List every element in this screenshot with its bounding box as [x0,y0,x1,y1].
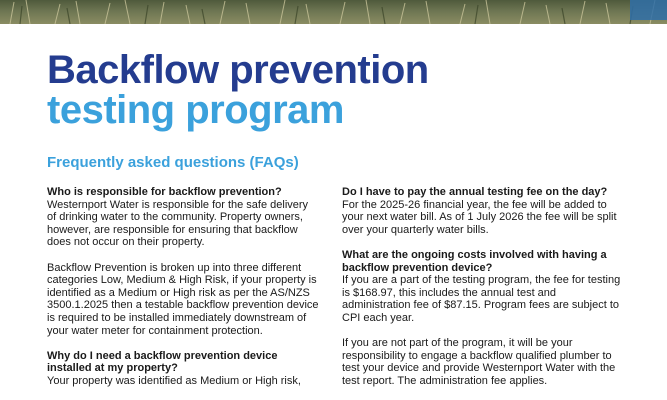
page-subtitle: Frequently asked questions (FAQs) [47,154,299,171]
faq-answer: Backflow Prevention is broken up into three different categories Low, Medium & High Risk, if your property is identified as a Medium or High risk as per the AS/NZS 3500.1.2025 then a testable backflow prevention device is required to be installed immediately downstream of your water meter for containment protection. [47,261,319,337]
faq-answer: Westernport Water is responsible for the safe delivery of drinking water to the community. Property owners, however, are responsible for ensuring that backflow does not occur on their property. [47,198,309,249]
right-column [342,186,624,400]
page-title [47,50,429,130]
faq-answer: Your property was identified as Medium or High risk, [47,374,301,387]
faq-question: Who is responsible for backflow prevention? [47,186,282,198]
faq-answer: If you are a part of the testing program, the fee for testing is $168.97, this includes the annual test and administration fee of $87.15. Program fees are subject to CPI each year. [342,274,621,324]
faq-question: What are the ongoing costs involved with having a backflow prevention device? [342,248,607,274]
title-line-1: Backflow prevention [47,48,429,92]
faq-question: Do I have to pay the annual testing fee on the day? [342,186,608,198]
faq-answer: If you are not part of the program, it will be your responsibility to engage a backflow qualified plumber to test your device and provide Westernport Water with the test report. The administration fee applies. [342,337,616,387]
faq-question: Why do I need a backflow prevention device installed at my property? [47,349,278,375]
title-line-2: testing program [47,88,344,132]
faq-answer: For the 2025-26 financial year, the fee will be added to your next water bill. As of 1 July 2026 the fee will be split over your quarterly water bills. [342,198,617,236]
grass-photo-icon [0,0,667,24]
left-column [47,186,319,400]
header-photo-strip [0,0,667,24]
